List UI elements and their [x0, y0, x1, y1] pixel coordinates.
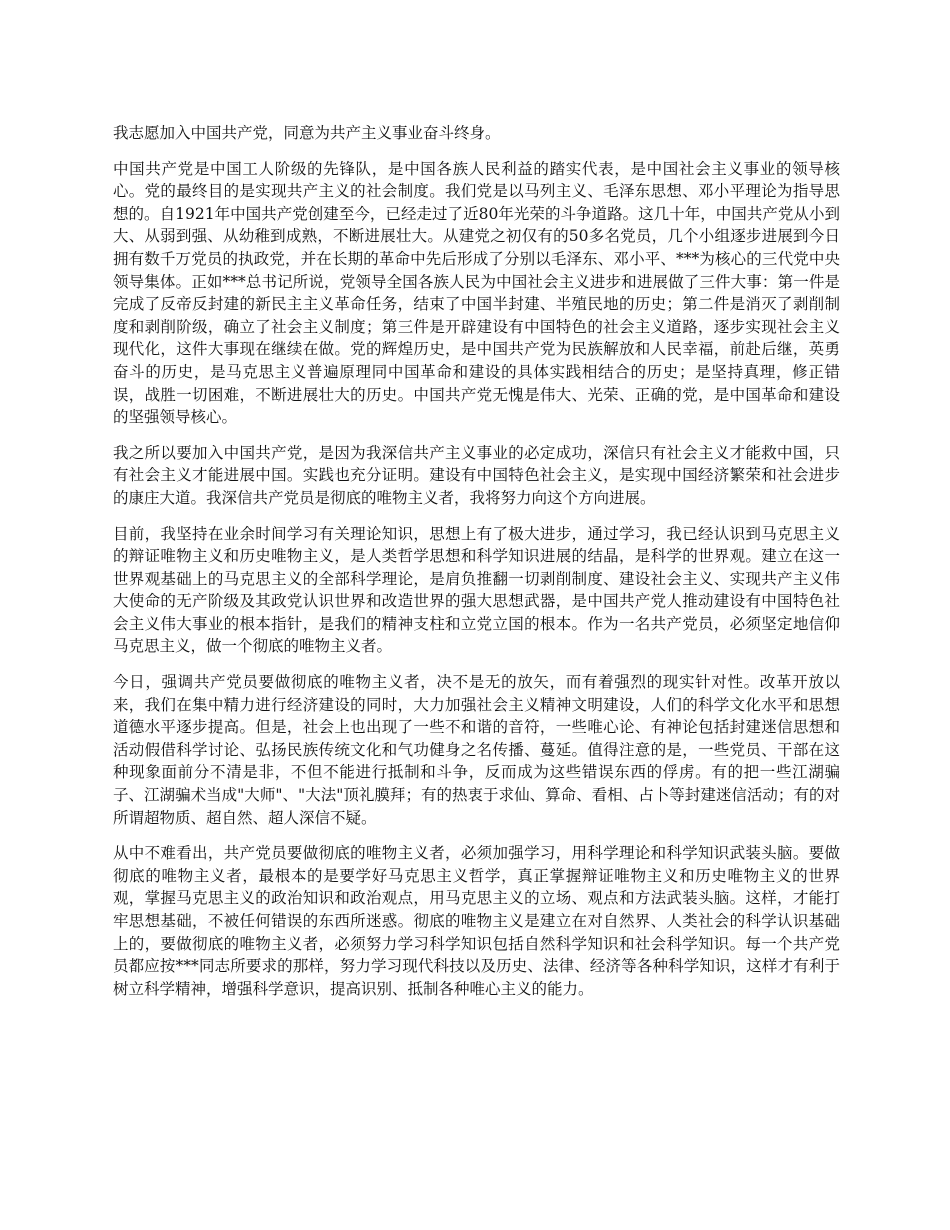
paragraph-party-history: 中国共产党是中国工人阶级的先锋队，是中国各族人民利益的踏实代表，是中国社会主义事业的领导核心。党的最终目的是实现共产主义的社会制度。我们党是以马列主义、毛泽东思想、邓小平理论为指导思想的。自1921年中国共产党创建至今，已经走过了近80年光荣的斗争道路。这几十年，中国共产党从小到大、从弱到强、从幼稚到成熟，不断进展壮大。从建党之初仅有的50多名党员，几个小组逐步进展到今日拥有数千万党员的执政党，并在长期的革命中先后形成了分别以毛泽东、邓小平、***为核心的三代党中央领导集体。正如***总书记所说，党领导全国各族人民为中国社会主义进步和进展做了三件大事：第一件是完成了反帝反封建的新民主主义革命任务，结束了中国半封建、半殖民地的历史；第二件是消灭了剥削制度和剥削阶级，确立了社会主义制度；第三件是开辟建设有中国特色的社会主义道路，逐步实现社会主义现代化，这件大事现在继续在做。党的辉煌历史，是中国共产党为民族解放和人民幸福，前赴后继，英勇奋斗的历史，是马克思主义普遍原理同中国革命和建设的具体实践相结合的历史；是坚持真理，修正错误，战胜一切困难，不断进展壮大的历史。中国共产党无愧是伟大、光荣、正确的党，是中国革命和建设的坚强领导核心。	[113, 159, 840, 427]
paragraph-current-issues: 今日，强调共产党员要做彻底的唯物主义者，决不是无的放矢，而有着强烈的现实针对性。改革开放以来，我们在集中精力进行经济建设的同时，大力加强社会主义精神文明建设，人们的科学文化水平和思想道德水平逐步提高。但是，社会上也出现了一些不和谐的音符，一些唯心论、有神论包括封建迷信思想和活动假借科学讨论、弘扬民族传统文化和气功健身之名传播、蔓延。值得注意的是，一些党员、干部在这种现象面前分不清是非，不但不能进行抵制和斗争，反而成为这些错误东西的俘虏。有的把一些江湖骗子、江湖骗术当成"大师"、"大法"顶礼膜拜；有的热衷于求仙、算命、看相、占卜等封建迷信活动；有的对所谓超物质、超自然、超人深信不疑。	[113, 673, 840, 827]
paragraph-pledge: 我志愿加入中国共产党，同意为共产主义事业奋斗终身。	[113, 124, 501, 142]
document-page	[113, 122, 840, 1013]
paragraph-study-theory: 目前，我坚持在业余时间学习有关理论知识，思想上有了极大进步，通过学习，我已经认识到马克思主义的辩证唯物主义和历史唯物主义，是人类哲学思想和科学知识进展的结晶，是科学的世界观。建立在这一世界观基础上的马克思主义的全部科学理论，是肩负推翻一切剥削制度、建设社会主义、实现共产主义伟大使命的无产阶级及其政党认识世界和改造世界的强大思想武器，是中国共产党人推动建设有中国特色社会主义伟大事业的根本指针，是我们的精神支柱和立党立国的根本。作为一名共产党员，必须坚定地信仰马克思主义，做一个彻底的唯物主义者。	[113, 524, 840, 656]
paragraph-reason-joining: 我之所以要加入中国共产党，是因为我深信共产主义事业的必定成功，深信只有社会主义才能救中国，只有社会主义才能进展中国。实践也充分证明。建设有中国特色社会主义，是实现中国经济繁荣和社会进步的康庄大道。我深信共产党员是彻底的唯物主义者，我将努力向这个方向进展。	[113, 443, 840, 507]
paragraph-conclusion: 从中不难看出，共产党员要做彻底的唯物主义者，必须加强学习，用科学理论和科学知识武装头脑。要做彻底的唯物主义者，最根本的是要学好马克思主义哲学，真正掌握辩证唯物主义和历史唯物主义的世界观，掌握马克思主义的政治知识和政治观点，用马克思主义的立场、观点和方法武装头脑。这样，才能打牢思想基础，不被任何错误的东西所迷惑。彻底的唯物主义是建立在对自然界、人类社会的科学认识基础上的，要做彻底的唯物主义者，必须努力学习科学知识包括自然科学知识和社会科学知识。每一个共产党员都应按***同志所要求的那样，努力学习现代科技以及历史、法律、经济等各种科学知识，这样才有利于树立科学精神，增强科学意识，提高识别、抵制各种唯心主义的能力。	[113, 844, 840, 998]
